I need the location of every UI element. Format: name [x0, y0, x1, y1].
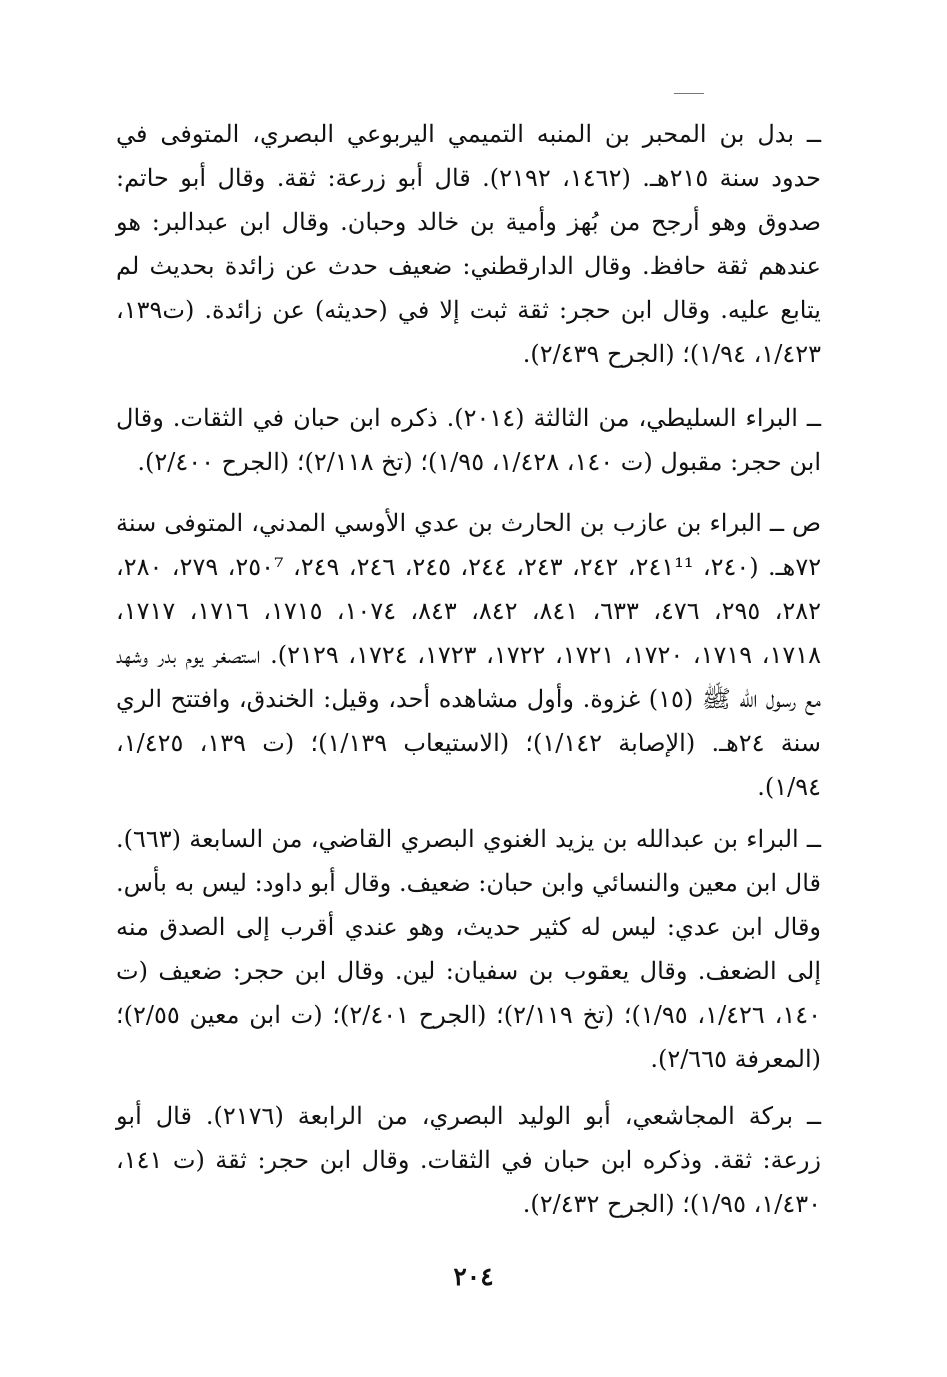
entry-bara-azib: ص ــ البراء بن عازب بن الحارث بن عدي الأوسي المدني، المتوفى سنة ٧٢هـ. (٢٤٠، ٢٤١¹¹، ٢٤٢، ٢٤٣، ٢٤٤، ٢٤٥، ٢٤٦، ٢٤٩، ٢٥٠⁷، ٢٧٩، ٢٨٠، ٢٨٢، ٢٩٥، ٤٧٦، ٦٣٣، ٨٤١، ٨٤٢، ٨٤٣، ١٠٧٤، ١٧١٥، ١٧١٦، ١٧١٧، ١٧١٨، ١٧١٩، ١٧٢٠، ١٧٢١، ١٧٢٢، ١٧٢٣، ١٧٢٤، ٢١٢٩). استصغر يوم بدر وشهد مع رسول الله ﷺ (١٥) غزوة. وأول مشاهده أحد، وقيل: الخندق، وافتتح الري سنة ٢٤هـ. (الإصابة ١/١٤٢)؛ (الاستيعاب ١/١٣٩)؛ (ت ١٣٩، ١/٤٢٥، ١/٩٤). [116, 509, 822, 801]
entry-baraka: ــ بركة المجاشعي، أبو الوليد البصري، من الرابعة (٢١٧٦). قال أبو زرعة: ثقة. وذكره ابن حبان في الثقات. وقال ابن حجر: ثقة (ت ١٤١، ١/٤٣٠، ١/٩٥)؛ (الجرح ٢/٤٣٢). [116, 1102, 822, 1218]
page-number: ٢٠٤ [453, 1262, 494, 1291]
entry-bara-salit: ــ البراء السليطي، من الثالثة (٢٠١٤). ذكره ابن حبان في الثقات. وقال ابن حجر: مقبول (ت ١٤٠، ١/٤٢٨، ١/٩٥)؛ (تخ ٢/١١٨)؛ (الجرح ٢/٤٠٠). [116, 404, 821, 476]
entry-bara-ghanawi: ــ البراء بن عبدالله بن يزيد الغنوي البصري القاضي، من السابعة (٦٦٣). قال ابن معين والنسائي وابن حبان: ضعيف. وقال أبو داود: ليس به بأس. وقال ابن عدي: ليس له كثير حديث، وهو عندي أقرب إلى الصدق منه إلى الضعف. وقال يعقوب بن سفيان: لين. وقال ابن حجر: ضعيف (ت ١٤٠، ١/٤٢٦، ١/٩٥)؛ (تخ ٢/١١٩)؛ (الجرح ٢/٤٠١)؛ (ت ابن معين ٢/٥٥)؛ (المعرفة ٢/٦٦٥). [116, 825, 822, 1073]
entry-badal: ــ بدل بن المحبر بن المنبه التميمي اليربوعي البصري، المتوفى في حدود سنة ٢١٥هـ. (١٤٦٢، ٢١٩٢). قال أبو زرعة: ثقة. وقال أبو حاتم: صدوق وهو أرجح من بُهز وأمية بن خالد وحبان. وقال ابن عبدالبر: هو عندهم ثقة حافظ. وقال الدارقطني: ضعيف حدث عن زائدة بحديث لم يتابع عليه. وقال ابن حجر: ثقة ثبت إلا في (حديثه) عن زائدة. (ت١٣٩، ١/٤٢٣، ١/٩٤)؛ (الجرح ٢/٤٣٩). [116, 120, 822, 368]
page-body [116, 112, 821, 1226]
header-rule [674, 93, 704, 94]
